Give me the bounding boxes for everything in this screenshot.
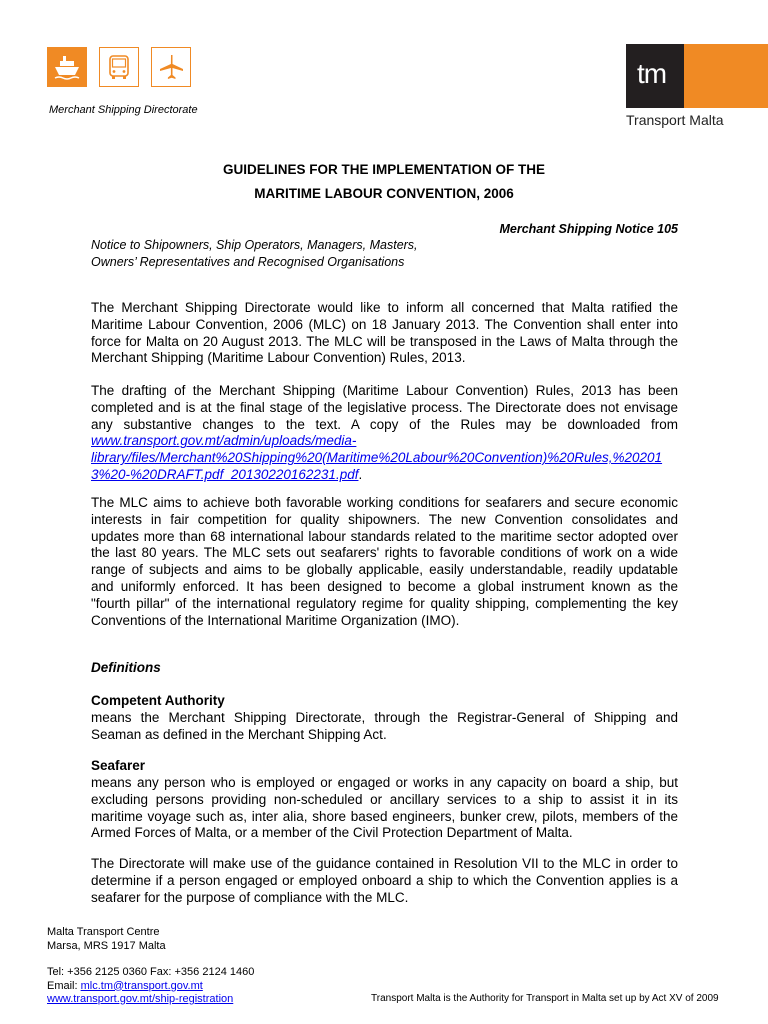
para1-line: The Merchant Shipping Directorate would like to inform all concerned that Malta ratified the — [91, 300, 678, 315]
paragraph-ratification — [91, 300, 678, 367]
para1-line: Merchant Shipping (Maritime Labour Convention) Rules, 2013. — [91, 350, 466, 366]
para4-line: seafarer for the purpose of compliance with the MLC. — [91, 889, 409, 905]
rules-download-link[interactable]: library/files/Merchant%20Shipping%20(Maritime%20Labour%20Convention)%20Rules,%20201 — [91, 450, 663, 466]
directorate-label: Merchant Shipping Directorate — [49, 104, 198, 116]
definition-line: Seaman as defined in the Merchant Shipping Act. — [91, 726, 387, 742]
bus-icon-box — [99, 47, 139, 87]
para3-line: updates more than 68 international labour standards related to the maritime sector adopted over — [91, 528, 678, 544]
ship-icon — [52, 52, 82, 82]
plane-icon-box — [151, 47, 191, 87]
competent-authority-term: Competent Authority — [91, 693, 225, 708]
para4-line: The Directorate will make use of the guidance contained in Resolution VII to the MLC in order to — [91, 856, 678, 871]
definition-line: Armed Forces of Malta, or a member of the Civil Protection Department of Malta. — [91, 825, 573, 841]
footer-authority-note: Transport Malta is the Authority for Transport in Malta set up by Act XV of 2009 — [371, 993, 719, 1004]
paragraph-drafting — [91, 383, 678, 484]
definition-line: maritime voyage such as, inter alia, shore based engineers, bunker crew, pilots, members of the — [91, 808, 678, 824]
para3-line: and uniformly enforced. It has been designed to become a global instrument known as the — [91, 578, 678, 594]
title-line-1: GUIDELINES FOR THE IMPLEMENTATION OF THE — [223, 162, 545, 177]
notice-recipients-line-1: Notice to Shipowners, Ship Operators, Managers, Masters, — [91, 238, 418, 252]
para4-line: determine if a person engaged or employed onboard a ship to which the Convention applies is a — [91, 872, 678, 888]
ship-icon-box — [47, 47, 87, 87]
para3-line: "fourth pillar" of the international regulatory regime for quality shipping, complementing the key — [91, 595, 678, 611]
para3-line: the last 80 years. The MLC sets out seafarers' rights to favorable conditions of work on a wide — [91, 545, 678, 561]
para1-line: Maritime Labour Convention, 2006 (MLC) on 18 January 2013. The Convention shall enter into — [91, 316, 678, 332]
para2-line: any substantive changes to the text. A copy of the Rules may be downloaded from — [91, 416, 678, 432]
footer-contact — [47, 966, 254, 1007]
footer-website-link[interactable]: www.transport.gov.mt/ship-registration — [47, 993, 234, 1005]
para2-line: The drafting of the Merchant Shipping (Maritime Labour Convention) Rules, 2013 has been — [91, 383, 678, 398]
para3-line: Conventions of the International Maritime Organization (IMO). — [91, 612, 460, 628]
notice-recipients-line-2: Owners’ Representatives and Recognised Organisations — [91, 255, 405, 269]
paragraph-mlc-aims — [91, 495, 678, 629]
para3-line: The MLC aims to achieve both favorable working conditions for seafarers and secure economic — [91, 495, 678, 510]
footer-email-link[interactable]: mlc.tm@transport.gov.mt — [80, 979, 203, 992]
footer-email-label: Email: — [47, 979, 81, 992]
definition-line: means any person who is employed or engaged or works in any capacity on board a ship, but — [91, 775, 678, 790]
footer-website-line — [47, 993, 254, 1007]
seafarer-term: Seafarer — [91, 758, 146, 773]
para1-line: force for Malta on 20 August 2013. The MLC will be transposed in the Laws of Malta through the — [91, 333, 678, 349]
seafarer-definition — [91, 775, 678, 842]
bus-icon — [104, 52, 134, 82]
para2-line: completed and is at the final stage of the legislative process. The Directorate does not envisage — [91, 399, 678, 415]
footer-address-line-2: Marsa, MRS 1917 Malta — [47, 939, 166, 952]
para3-line: interests in fair competition for quality shipowners. The new Convention consolidates and — [91, 511, 678, 527]
definitions-heading: Definitions — [91, 660, 161, 675]
title-line-2: MARITIME LABOUR CONVENTION, 2006 — [254, 186, 514, 201]
plane-icon — [156, 52, 186, 82]
rules-download-link[interactable]: 3%20-%20DRAFT.pdf_20130220162231.pdf. — [91, 466, 363, 482]
paragraph-resolution-vii — [91, 856, 678, 906]
definition-line: excluding persons providing non-scheduled or ancillary services to a ship to assist it in its — [91, 791, 678, 807]
rules-download-link[interactable]: www.transport.gov.mt/admin/uploads/media- — [91, 433, 357, 449]
footer-address-line-1: Malta Transport Centre — [47, 926, 160, 938]
logo-orange-block — [684, 44, 768, 108]
notice-recipients — [91, 237, 591, 271]
footer-email-line — [47, 980, 254, 994]
logo-mark: tm — [637, 58, 667, 89]
footer-phone: Tel: +356 2125 0360 Fax: +356 2124 1460 — [47, 966, 255, 978]
notice-number: Merchant Shipping Notice 105 — [499, 222, 678, 236]
para3-line: range of subjects and aims to be globally applicable, easily understandable, readily updatable — [91, 562, 678, 578]
definition-line: means the Merchant Shipping Directorate, through the Registrar-General of Shipping and — [91, 710, 678, 725]
competent-authority-definition — [91, 710, 678, 744]
footer-address — [47, 926, 166, 953]
logo-name: Transport Malta — [626, 112, 724, 128]
